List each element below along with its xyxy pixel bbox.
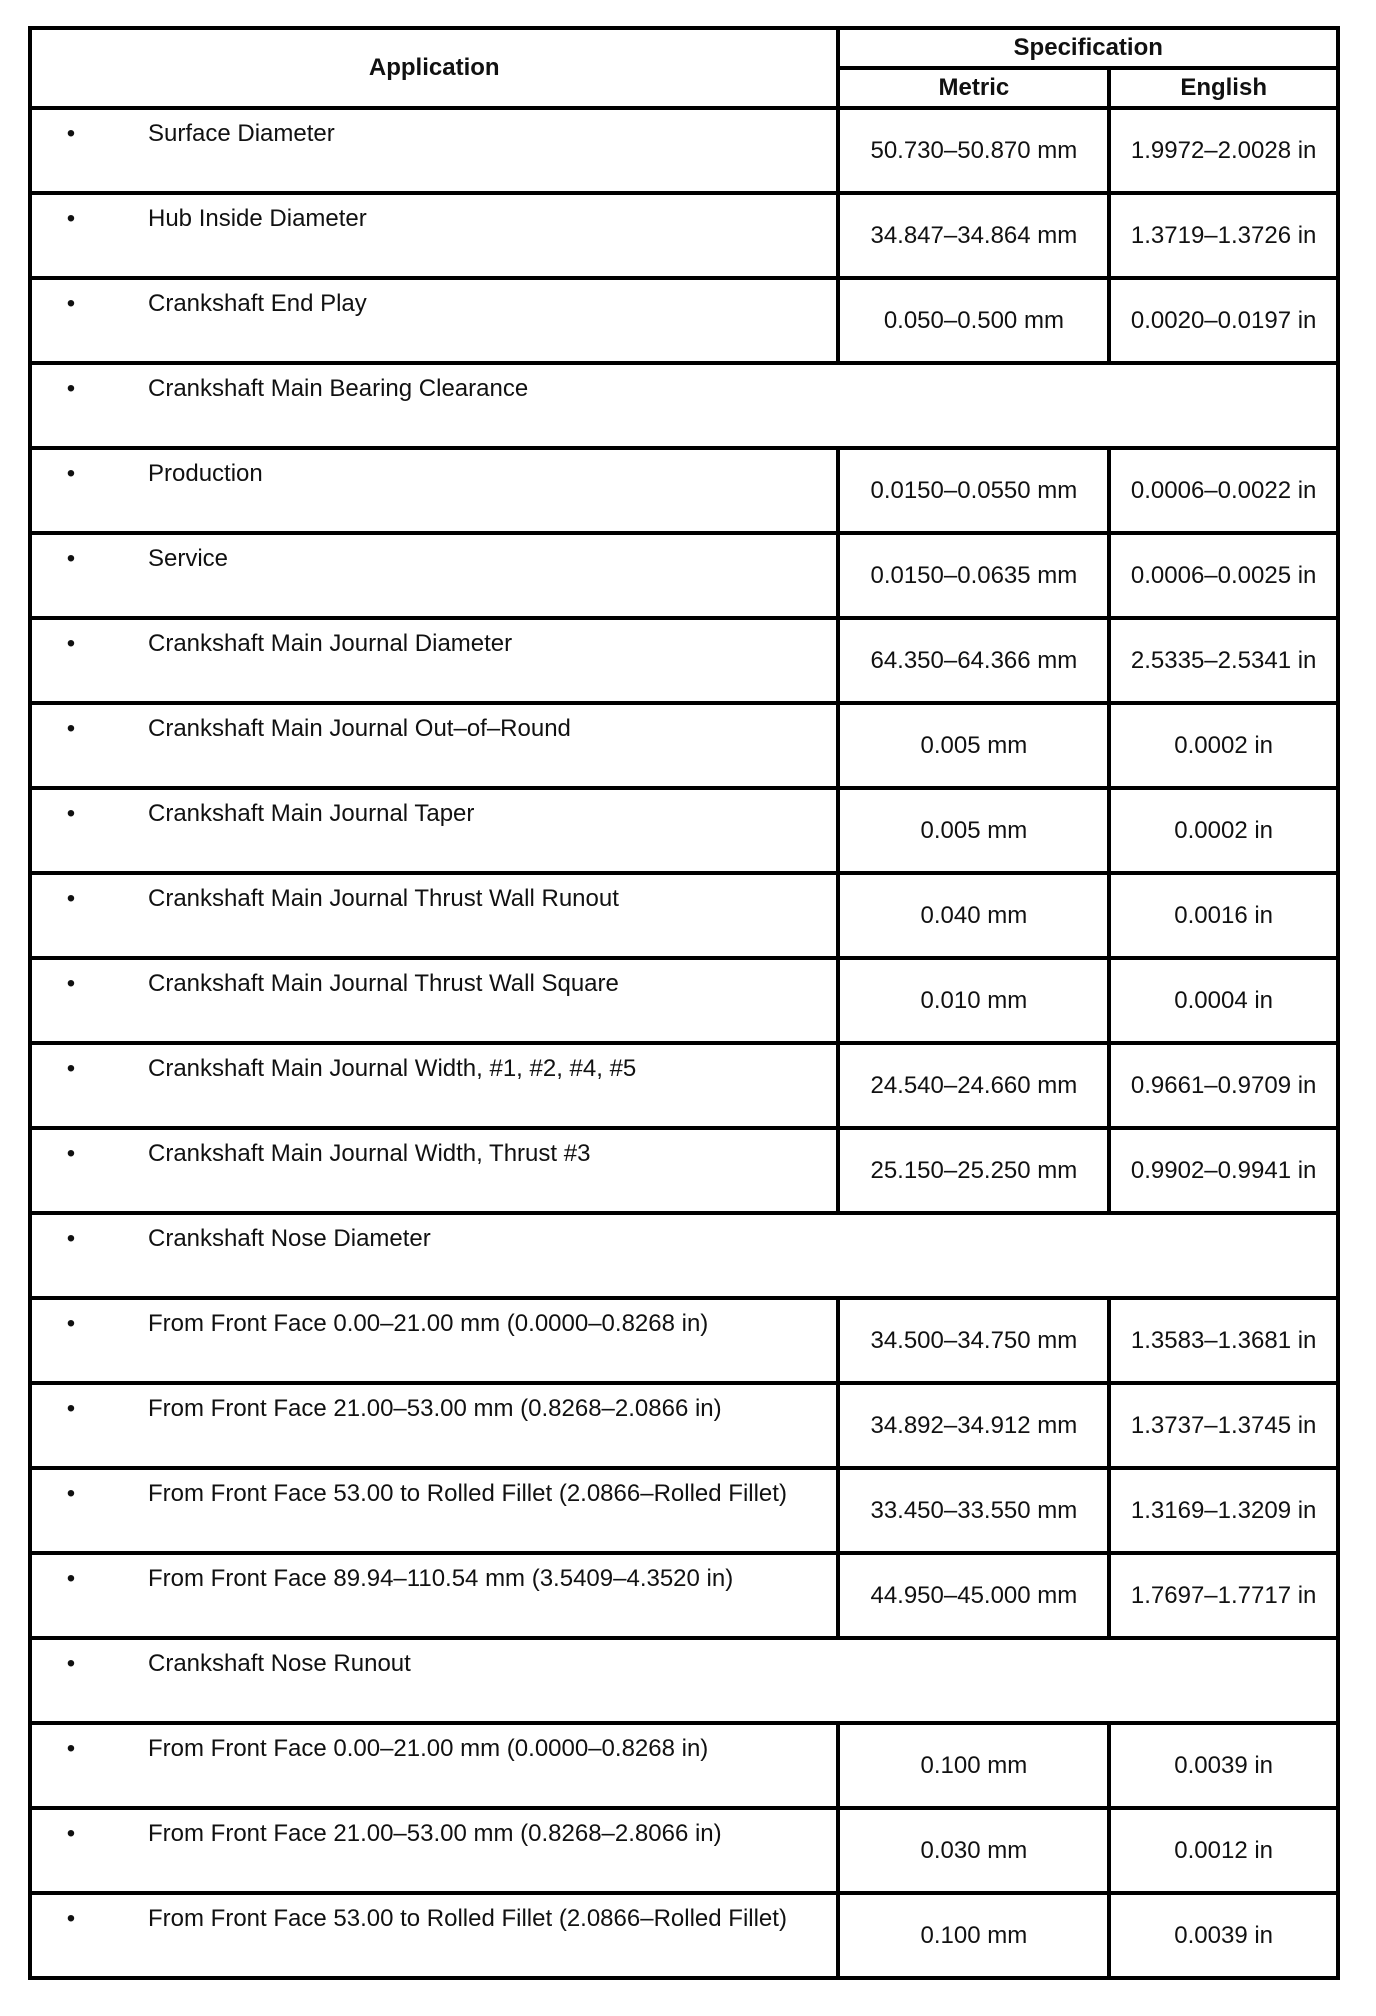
metric-value: 0.0150–0.0635 mm: [838, 533, 1109, 618]
metric-value: 33.450–33.550 mm: [838, 1468, 1109, 1553]
metric-value: 64.350–64.366 mm: [838, 618, 1109, 703]
application-cell: [30, 1468, 838, 1553]
metric-value: 0.100 mm: [838, 1893, 1109, 1978]
application-cell: [30, 1723, 838, 1808]
english-value: 1.9972–2.0028 in: [1109, 108, 1338, 193]
table-row: [30, 703, 1338, 788]
application-label: Crankshaft Main Journal Thrust Wall Square: [148, 970, 619, 997]
table-row: [30, 1468, 1338, 1553]
section-heading-cell: [30, 1213, 1338, 1298]
bullet-icon: •: [66, 290, 76, 317]
metric-value: 24.540–24.660 mm: [838, 1043, 1109, 1128]
application-cell: [30, 1043, 838, 1128]
application-cell: [30, 1893, 838, 1978]
english-value: 1.3583–1.3681 in: [1109, 1298, 1338, 1383]
application-label: From Front Face 53.00 to Rolled Fillet (2.0866–Rolled Fillet): [148, 1905, 787, 1932]
english-value: 0.9661–0.9709 in: [1109, 1043, 1338, 1128]
table-row: [30, 108, 1338, 193]
english-value: 0.0002 in: [1109, 703, 1338, 788]
english-value: 0.0002 in: [1109, 788, 1338, 873]
table-row: [30, 873, 1338, 958]
metric-value: 0.030 mm: [838, 1808, 1109, 1893]
application-label: Crankshaft Main Journal Width, #1, #2, #4, #5: [148, 1055, 637, 1082]
application-cell: [30, 618, 838, 703]
bullet-icon: •: [66, 545, 76, 572]
table-row: [30, 618, 1338, 703]
bullet-icon: •: [66, 970, 76, 997]
bullet-icon: •: [66, 800, 76, 827]
bullet-icon: •: [66, 205, 76, 232]
english-value: 0.0012 in: [1109, 1808, 1338, 1893]
metric-value: 0.100 mm: [838, 1723, 1109, 1808]
application-cell: [30, 108, 838, 193]
table-row: [30, 1128, 1338, 1213]
english-value: 1.3169–1.3209 in: [1109, 1468, 1338, 1553]
table-row: [30, 1383, 1338, 1468]
application-label: Crankshaft Main Journal Thrust Wall Runout: [148, 885, 619, 912]
metric-value: 0.040 mm: [838, 873, 1109, 958]
english-value: 0.0006–0.0025 in: [1109, 533, 1338, 618]
bullet-icon: •: [66, 1650, 76, 1677]
application-label: Surface Diameter: [148, 120, 335, 147]
english-value: 0.9902–0.9941 in: [1109, 1128, 1338, 1213]
application-cell: [30, 448, 838, 533]
english-value: 0.0006–0.0022 in: [1109, 448, 1338, 533]
application-label: Crankshaft Nose Runout: [148, 1650, 411, 1677]
application-cell: [30, 958, 838, 1043]
bullet-icon: •: [66, 460, 76, 487]
table-row: [30, 1723, 1338, 1808]
english-value: 0.0039 in: [1109, 1723, 1338, 1808]
bullet-icon: •: [66, 1480, 76, 1507]
application-cell: [30, 1298, 838, 1383]
metric-value: 0.005 mm: [838, 703, 1109, 788]
application-label: Crankshaft Main Journal Diameter: [148, 630, 513, 657]
application-label: From Front Face 89.94–110.54 mm (3.5409–4.3520 in): [148, 1565, 734, 1592]
bullet-icon: •: [66, 1905, 76, 1932]
application-cell: [30, 193, 838, 278]
table-row: [30, 1553, 1338, 1638]
bullet-icon: •: [66, 1055, 76, 1082]
metric-value: 50.730–50.870 mm: [838, 108, 1109, 193]
bullet-icon: •: [66, 1310, 76, 1337]
bullet-icon: •: [66, 120, 76, 147]
application-cell: [30, 788, 838, 873]
application-cell: [30, 533, 838, 618]
english-value: 1.3737–1.3745 in: [1109, 1383, 1338, 1468]
table-row: [30, 1213, 1338, 1298]
metric-value: 34.500–34.750 mm: [838, 1298, 1109, 1383]
bullet-icon: •: [66, 715, 76, 742]
bullet-icon: •: [66, 1225, 76, 1252]
application-cell: [30, 1128, 838, 1213]
header-application: Application: [30, 28, 838, 108]
application-label: From Front Face 0.00–21.00 mm (0.0000–0.8268 in): [148, 1310, 709, 1337]
header-specification: Specification: [838, 28, 1338, 68]
application-label: Production: [148, 460, 263, 487]
table-header: [30, 28, 1338, 108]
table-row: [30, 278, 1338, 363]
metric-value: 0.0150–0.0550 mm: [838, 448, 1109, 533]
bullet-icon: •: [66, 375, 76, 402]
table-row: [30, 1638, 1338, 1723]
application-label: Crankshaft Main Bearing Clearance: [148, 375, 529, 402]
spec-table: [28, 26, 1340, 1980]
application-cell: [30, 278, 838, 363]
bullet-icon: •: [66, 1735, 76, 1762]
application-label: From Front Face 0.00–21.00 mm (0.0000–0.8268 in): [148, 1735, 709, 1762]
english-value: 0.0039 in: [1109, 1893, 1338, 1978]
header-english: English: [1109, 68, 1338, 108]
application-label: Crankshaft Main Journal Taper: [148, 800, 475, 827]
section-heading-cell: [30, 1638, 1338, 1723]
bullet-icon: •: [66, 1140, 76, 1167]
metric-value: 0.050–0.500 mm: [838, 278, 1109, 363]
english-value: 0.0016 in: [1109, 873, 1338, 958]
application-cell: [30, 703, 838, 788]
english-value: 1.7697–1.7717 in: [1109, 1553, 1338, 1638]
application-label: Service: [148, 545, 229, 572]
application-label: Hub Inside Diameter: [148, 205, 367, 232]
metric-value: 0.005 mm: [838, 788, 1109, 873]
application-label: From Front Face 21.00–53.00 mm (0.8268–2.0866 in): [148, 1395, 722, 1422]
table-row: [30, 533, 1338, 618]
metric-value: 25.150–25.250 mm: [838, 1128, 1109, 1213]
table-row: [30, 363, 1338, 448]
metric-value: 44.950–45.000 mm: [838, 1553, 1109, 1638]
english-value: 0.0020–0.0197 in: [1109, 278, 1338, 363]
table-row: [30, 1298, 1338, 1383]
english-value: 2.5335–2.5341 in: [1109, 618, 1338, 703]
table-row: [30, 193, 1338, 278]
table-row: [30, 788, 1338, 873]
application-label: Crankshaft Nose Diameter: [148, 1225, 431, 1252]
application-label: From Front Face 53.00 to Rolled Fillet (2.0866–Rolled Fillet): [148, 1480, 787, 1507]
bullet-icon: •: [66, 630, 76, 657]
bullet-icon: •: [66, 1820, 76, 1847]
bullet-icon: •: [66, 1565, 76, 1592]
application-label: Crankshaft End Play: [148, 290, 367, 317]
table-row: [30, 448, 1338, 533]
application-cell: [30, 1383, 838, 1468]
section-heading-cell: [30, 363, 1338, 448]
table-row: [30, 1893, 1338, 1978]
application-cell: [30, 873, 838, 958]
bullet-icon: •: [66, 885, 76, 912]
english-value: 1.3719–1.3726 in: [1109, 193, 1338, 278]
table-body: [30, 108, 1338, 1978]
application-label: From Front Face 21.00–53.00 mm (0.8268–2.8066 in): [148, 1820, 722, 1847]
header-metric: Metric: [838, 68, 1109, 108]
english-value: 0.0004 in: [1109, 958, 1338, 1043]
application-label: Crankshaft Main Journal Out–of–Round: [148, 715, 571, 742]
table-row: [30, 958, 1338, 1043]
metric-value: 34.847–34.864 mm: [838, 193, 1109, 278]
metric-value: 34.892–34.912 mm: [838, 1383, 1109, 1468]
application-cell: [30, 1553, 838, 1638]
table-row: [30, 1808, 1338, 1893]
bullet-icon: •: [66, 1395, 76, 1422]
application-label: Crankshaft Main Journal Width, Thrust #3: [148, 1140, 591, 1167]
table-row: [30, 1043, 1338, 1128]
application-cell: [30, 1808, 838, 1893]
metric-value: 0.010 mm: [838, 958, 1109, 1043]
